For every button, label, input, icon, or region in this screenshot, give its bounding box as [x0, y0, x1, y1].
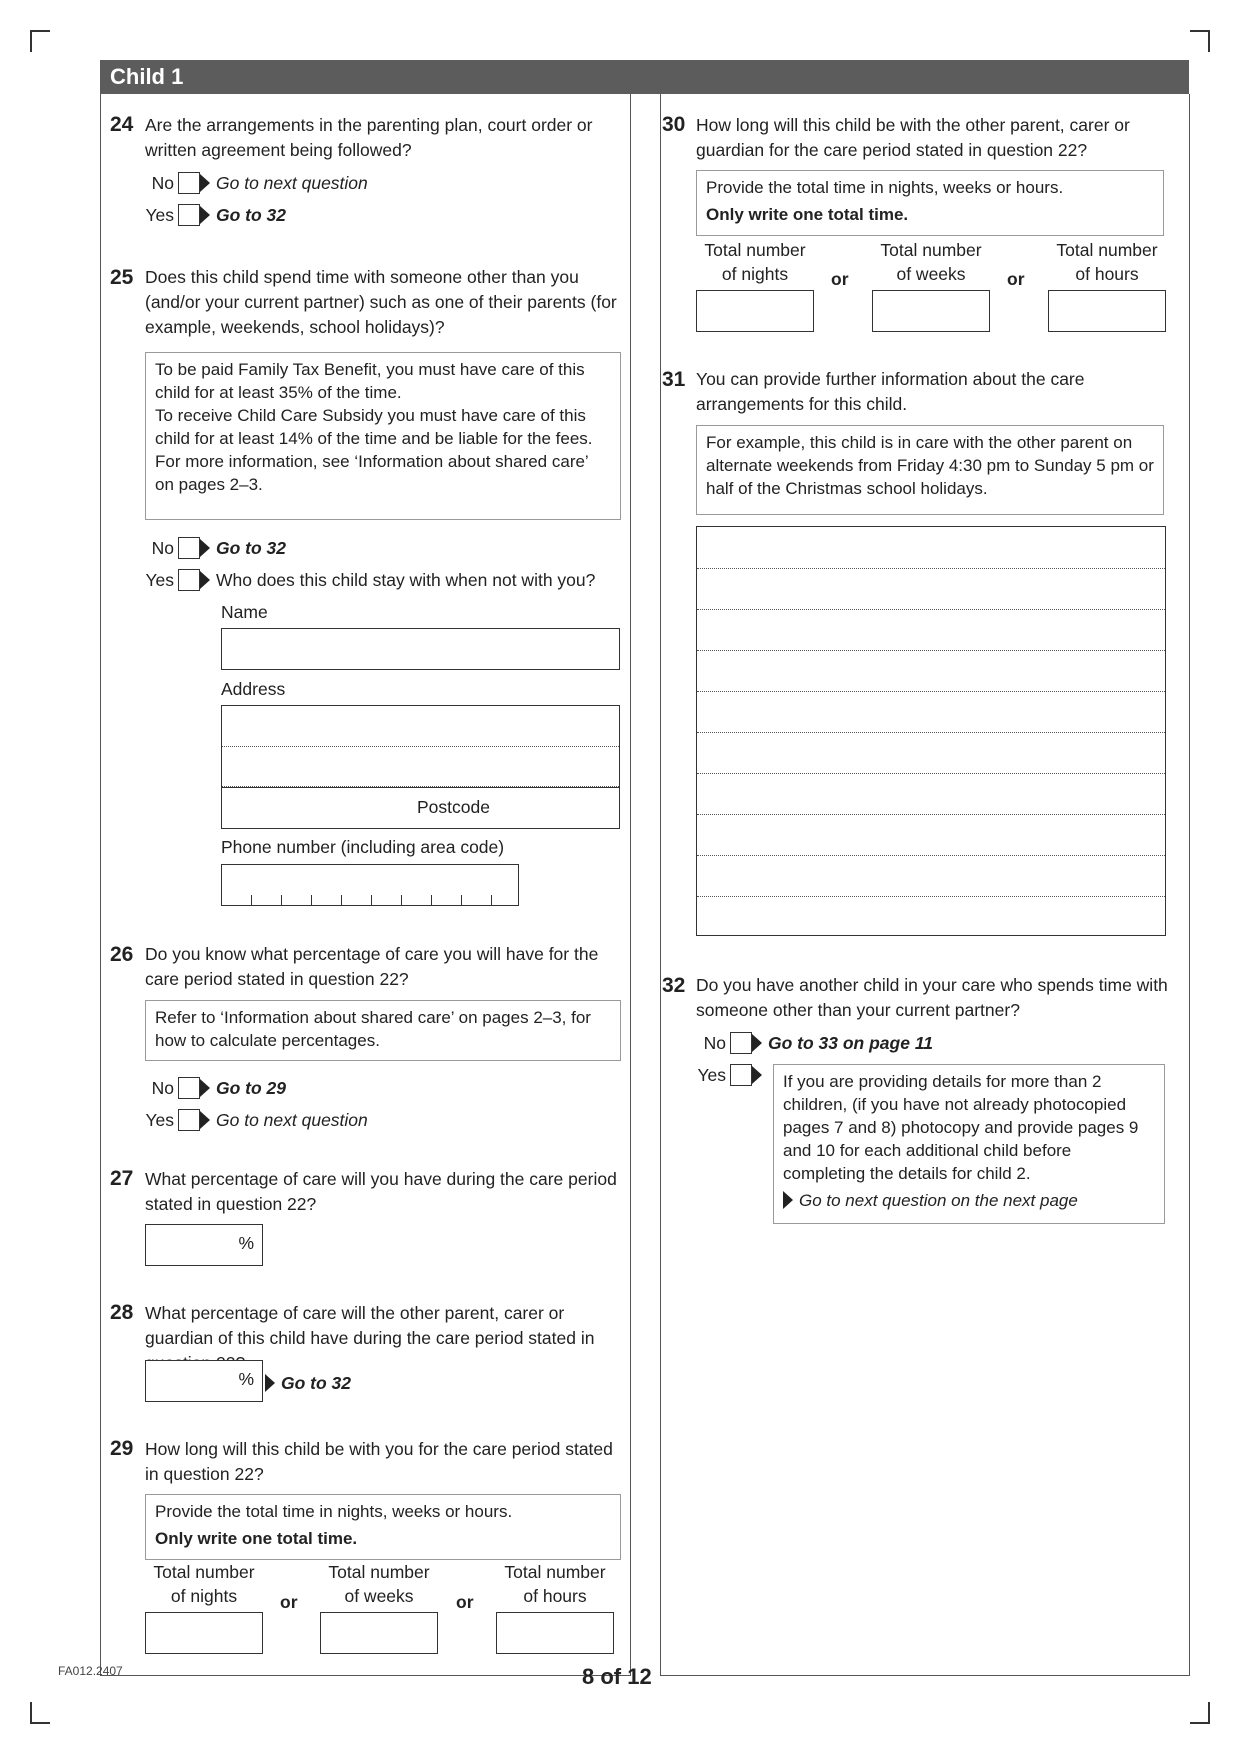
percent-unit: %: [238, 1233, 254, 1253]
phone-input[interactable]: [221, 864, 519, 906]
arrow-right-icon: [200, 1111, 210, 1129]
question-number: 30: [662, 113, 686, 136]
crop-mark: [30, 1702, 32, 1724]
column-label: Total number of hours: [504, 1562, 606, 1606]
crop-mark: [1190, 1722, 1210, 1724]
option-label: No: [151, 1078, 174, 1098]
question-number: 27: [110, 1167, 134, 1190]
option-action: Go to next question: [216, 173, 368, 193]
column-label: Total number of weeks: [328, 1562, 430, 1606]
percentage-input[interactable]: [145, 1360, 263, 1402]
arrow-right-icon: [752, 1066, 762, 1084]
question-number: 29: [110, 1437, 134, 1460]
further-info-textarea[interactable]: [696, 526, 1166, 936]
weeks-input[interactable]: [872, 290, 990, 332]
form-code: FA012.2407: [58, 1664, 123, 1678]
no-checkbox[interactable]: [178, 537, 200, 559]
no-checkbox[interactable]: [178, 172, 200, 194]
option-action: Go to 32: [216, 205, 287, 225]
info-note: [696, 170, 1164, 236]
option-label: Yes: [145, 570, 174, 590]
crop-mark: [30, 1722, 50, 1724]
note-line: For more information, see ‘Information about shared care’ on pages 2–3.: [155, 452, 589, 494]
info-note: [145, 1494, 621, 1560]
arrow-right-icon: [200, 539, 210, 557]
question-number: 31: [662, 368, 686, 391]
yes-checkbox[interactable]: [730, 1064, 752, 1086]
question-text: How long will this child be with you for the care period stated in question 22?: [145, 1439, 613, 1484]
option-no: [692, 1030, 933, 1056]
column-label: Total number of weeks: [880, 240, 982, 284]
crop-mark: [30, 30, 32, 52]
or-label: or: [280, 1592, 298, 1612]
option-action: Who does this child stay with when not with you?: [216, 570, 596, 590]
nights-input[interactable]: [145, 1612, 263, 1654]
question-text: How long will this child be with the other parent, carer or guardian for the care period stated in question 22?: [696, 115, 1130, 160]
question-number: 28: [110, 1301, 134, 1324]
yes-checkbox[interactable]: [178, 1109, 200, 1131]
no-checkbox[interactable]: [178, 1077, 200, 1099]
yes-checkbox[interactable]: [178, 204, 200, 226]
postcode-label: Postcode: [417, 797, 490, 817]
question-text: What percentage of care will the other parent, carer or guardian of this child have during the care period stated in: [145, 1303, 595, 1348]
option-no: [140, 535, 286, 561]
note-line: To receive Child Care Subsidy you must have care of this child for at least 14% of the time and be liable for the fees.: [155, 406, 593, 448]
option-no: [140, 1075, 286, 1101]
note-line: Provide the total time in nights, weeks or hours.: [155, 1502, 513, 1521]
yes-checkbox[interactable]: [178, 569, 200, 591]
percentage-input[interactable]: [145, 1224, 263, 1266]
option-label: No: [151, 173, 174, 193]
arrow-right-icon: [200, 206, 210, 224]
question-text: Are the arrangements in the parenting plan, court order or written agreement being followed?: [145, 115, 593, 160]
note-line: Only write one total time.: [155, 1529, 358, 1548]
option-action: Go to 33 on page 11: [768, 1033, 933, 1053]
weeks-input[interactable]: [320, 1612, 438, 1654]
arrow-right-icon: [265, 1374, 275, 1392]
option-label: Yes: [697, 1065, 726, 1085]
crop-mark: [1208, 30, 1210, 52]
arrow-right-icon: [200, 174, 210, 192]
question-number: 24: [110, 113, 134, 136]
hours-input[interactable]: [496, 1612, 614, 1654]
percent-unit: %: [238, 1369, 254, 1389]
crop-mark: [1208, 1702, 1210, 1724]
nights-input[interactable]: [696, 290, 814, 332]
note-line: To be paid Family Tax Benefit, you must have care of this child for at least 35% of the time.: [155, 360, 585, 402]
hours-input[interactable]: [1048, 290, 1166, 332]
arrow-right-icon: [783, 1191, 793, 1209]
option-action: Go to next question: [216, 1110, 368, 1130]
option-yes: [140, 567, 595, 593]
question-text: Do you know what percentage of care you will have for the care period stated in question 22?: [145, 944, 599, 989]
question-number: 26: [110, 943, 134, 966]
option-yes: [140, 1107, 368, 1133]
info-note: Refer to ‘Information about shared care’ on pages 2–3, for how to calculate percentages.: [145, 1000, 621, 1061]
dotted-line: [222, 746, 619, 747]
option-action: Go to 32: [281, 1373, 352, 1393]
address-label: Address: [221, 679, 286, 699]
arrow-right-icon: [200, 571, 210, 589]
arrow-right-icon: [752, 1034, 762, 1052]
option-no: [140, 170, 368, 196]
option-yes: [140, 202, 286, 228]
or-label: or: [456, 1592, 474, 1612]
question-number: 25: [110, 266, 134, 289]
arrow-right-icon: [200, 1079, 210, 1097]
section-header: Child 1: [100, 60, 1189, 94]
question-text: You can provide further information about the care arrangements for this child.: [696, 369, 1085, 414]
no-checkbox[interactable]: [730, 1032, 752, 1054]
info-note: [145, 352, 621, 520]
option-label: No: [703, 1033, 726, 1053]
crop-mark: [30, 30, 50, 32]
question-text: Do you have another child in your care who spends time with someone other than your current partner?: [696, 975, 1168, 1020]
go-to-instruction: [265, 1370, 351, 1396]
go-to-instruction: Go to next question on the next page: [783, 1189, 1155, 1212]
option-yes: [692, 1062, 768, 1088]
or-label: or: [1007, 269, 1025, 289]
address-input[interactable]: [221, 705, 620, 829]
column-label: Total number of nights: [153, 1562, 255, 1606]
question-text: What percentage of care will you have during the care period stated in question 22?: [145, 1169, 617, 1214]
column-label: Total number of hours: [1056, 240, 1158, 284]
note-line: Provide the total time in nights, weeks or hours.: [706, 178, 1064, 197]
option-label: Yes: [145, 1110, 174, 1130]
name-input[interactable]: [221, 628, 620, 670]
option-label: No: [151, 538, 174, 558]
info-note: For example, this child is in care with the other parent on alternate weekends from Friday 4:30 pm to Sunday 5 pm or half of the Christmas school holidays.: [696, 425, 1164, 515]
question-text: Does this child spend time with someone other than you (and/or your current partner) such as one of their parents (for example, weekends, school holidays)?: [145, 267, 617, 337]
note-line: If you are providing details for more than 2 children, (if you have not already photocopied pages 7 and 8) photocopy and provide pages 9 and 10 for each additional child before completing the details for child 2.: [783, 1072, 1139, 1183]
column-label: Total number of nights: [704, 240, 806, 284]
question-number: 32: [662, 974, 686, 997]
or-label: or: [831, 269, 849, 289]
name-label: Name: [221, 602, 268, 622]
option-action: Go to 29: [216, 1078, 287, 1098]
crop-mark: [1190, 30, 1210, 32]
page-number: 8 of 12: [582, 1664, 652, 1689]
phone-label: Phone number (including area code): [221, 837, 505, 857]
option-label: Yes: [145, 205, 174, 225]
yes-info-note: [773, 1064, 1165, 1224]
option-action: Go to 32: [216, 538, 287, 558]
note-line: Only write one total time.: [706, 205, 909, 224]
